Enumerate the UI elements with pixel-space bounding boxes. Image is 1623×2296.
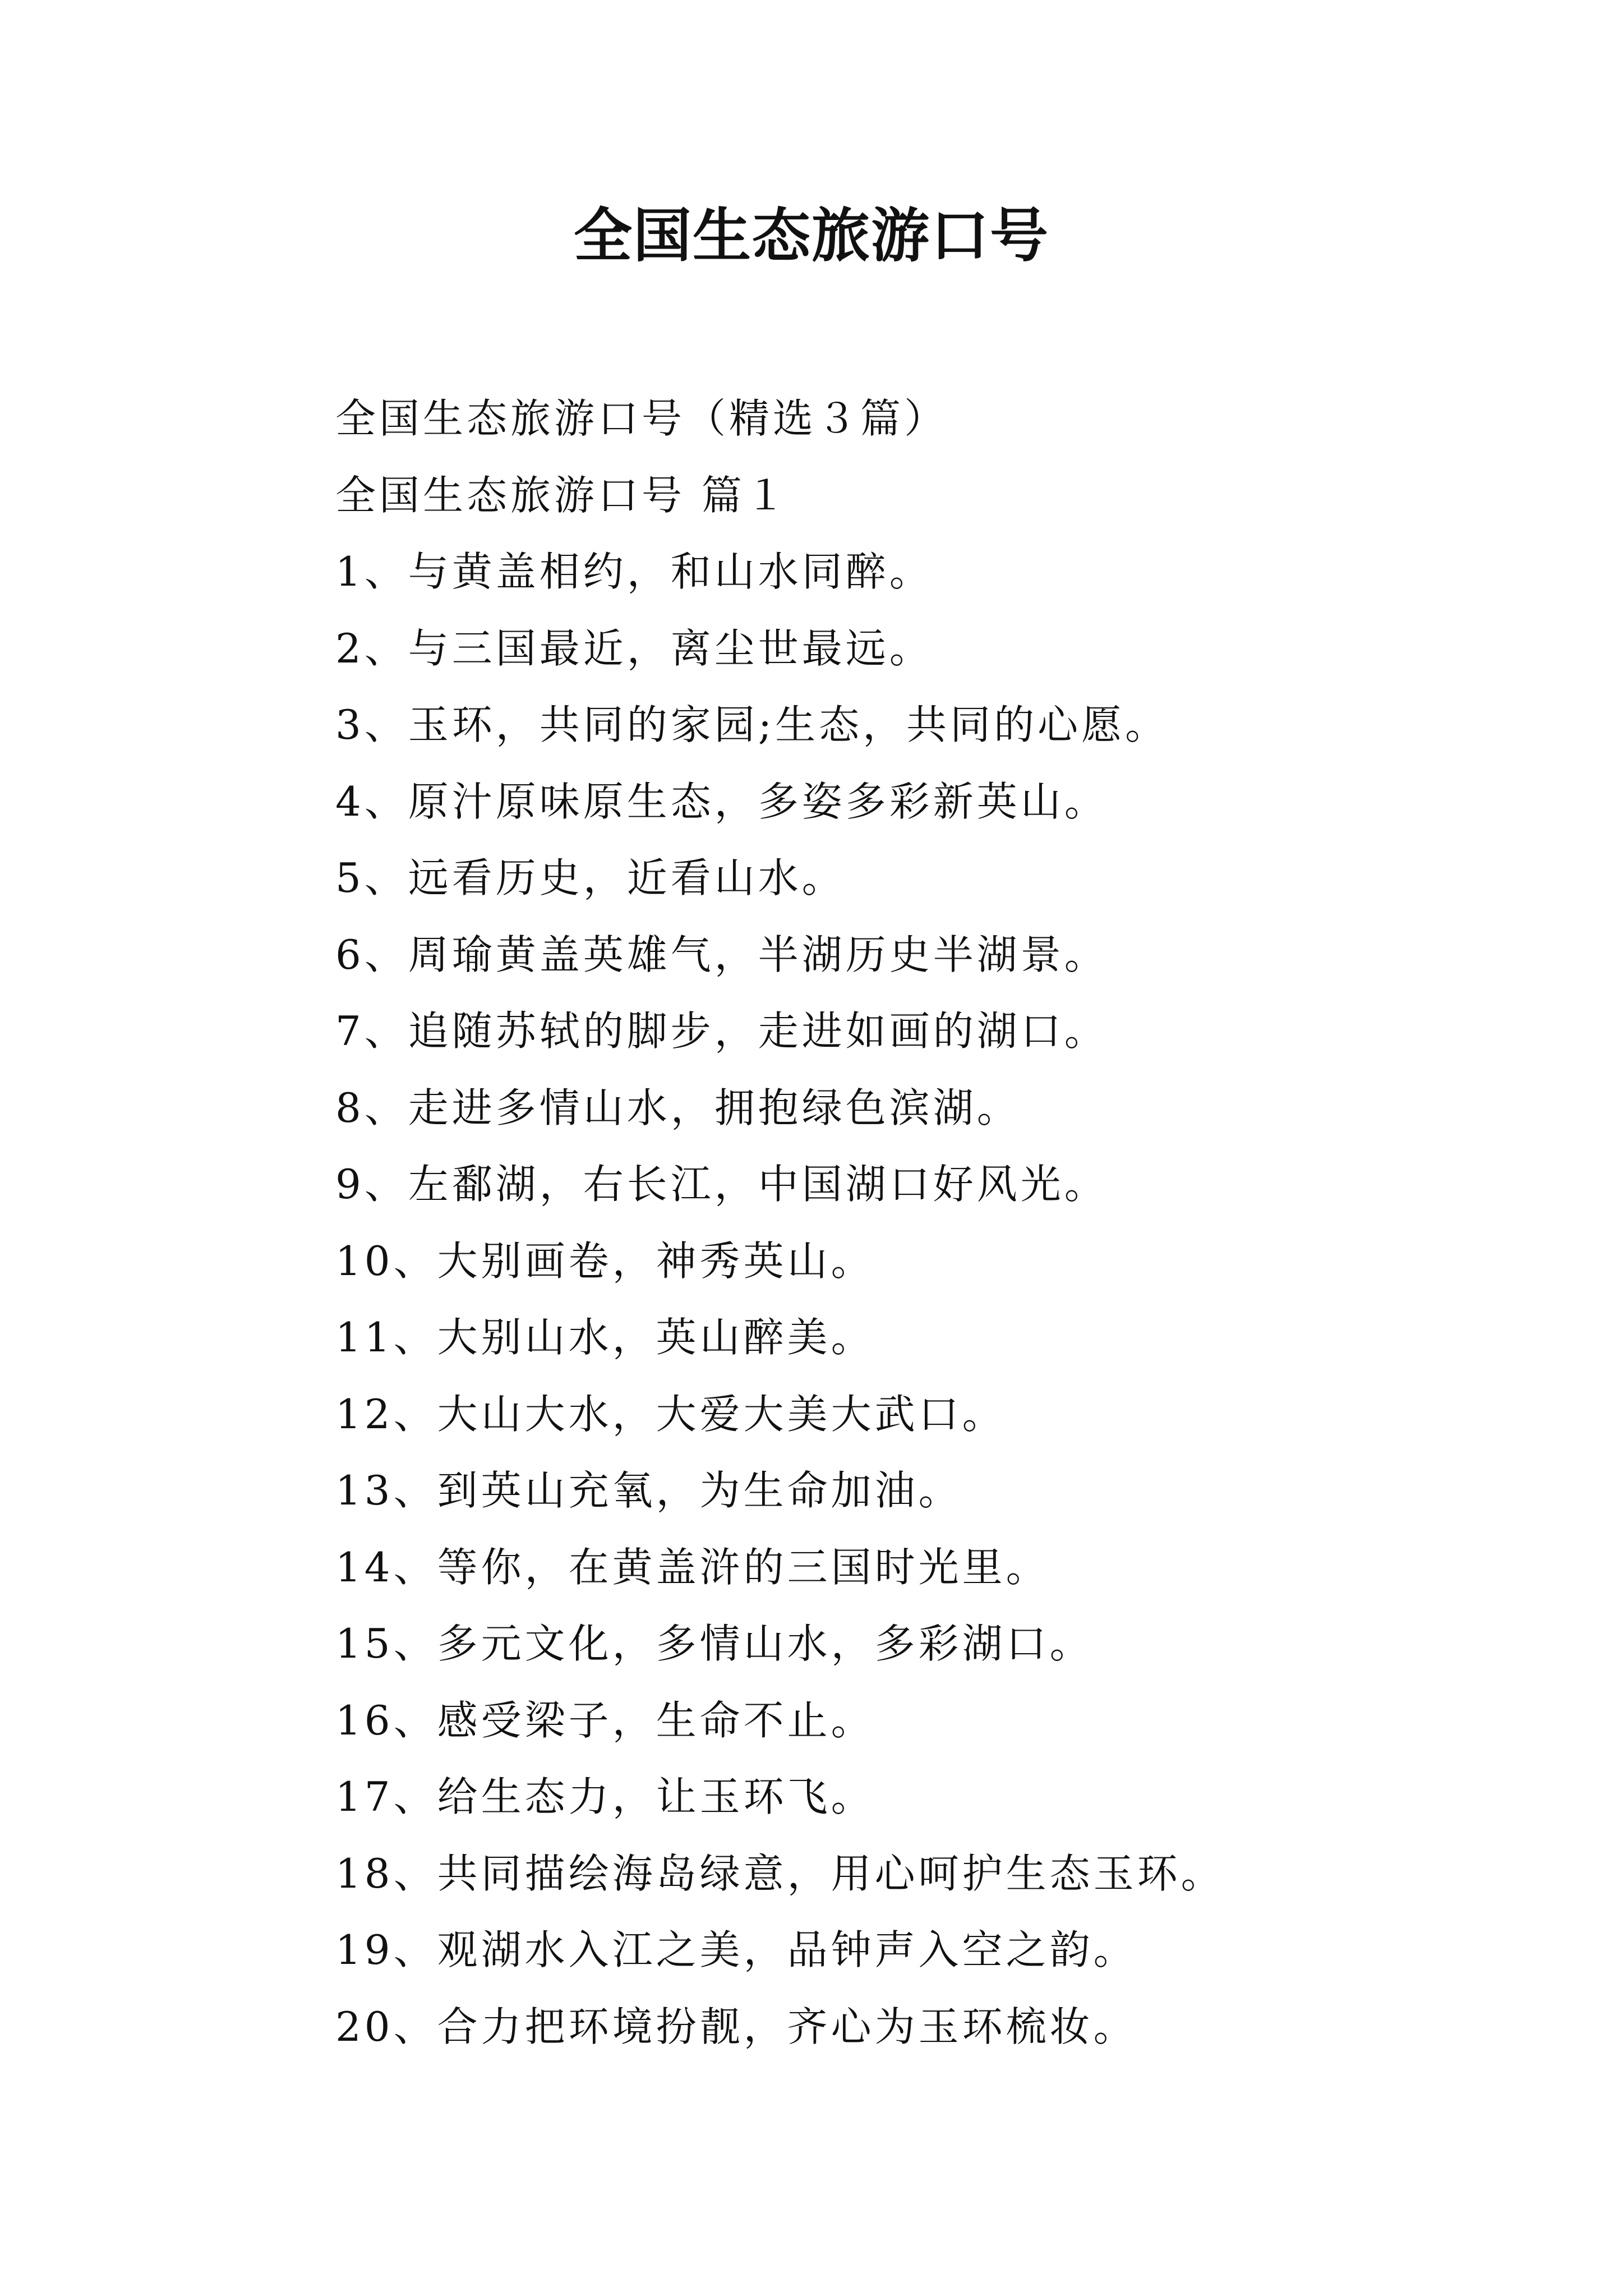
list-item: 12、大山大水，大爱大美大武口。 [335, 1390, 1006, 1438]
list-item: 17、给生态力，让玉环飞。 [335, 1773, 875, 1820]
list-item: 1、与黄盖相约，和山水同醉。 [335, 548, 933, 595]
slogan-list [335, 533, 1513, 2065]
list-item: 19、观湖水入江之美，品钟声入空之韵。 [335, 1926, 1137, 1973]
list-item: 5、远看历史，近看山水。 [335, 854, 846, 901]
list-item: 9、左鄱湖，右长江，中国湖口好风光。 [335, 1161, 1108, 1208]
document-subtitle: 全国生态旅游口号（精选３篇） [335, 395, 948, 442]
list-item: 6、周瑜黄盖英雄气，半湖历史半湖景。 [335, 931, 1108, 978]
list-item: 15、多元文化，多情山水，多彩湖口。 [335, 1620, 1094, 1667]
section-heading: 全国生态旅游口号 篇１ [335, 471, 789, 519]
list-item: 13、到英山充氧，为生命加油。 [335, 1467, 962, 1514]
list-item: 10、大别画卷，神秀英山。 [335, 1237, 875, 1285]
document-body [335, 380, 1513, 2065]
list-item: 4、原汁原味原生态，多姿多彩新英山。 [335, 777, 1108, 825]
list-item: 8、走进多情山水，拥抱绿色滨湖。 [335, 1084, 1021, 1131]
list-item: 18、共同描绘海岛绿意，用心呵护生态玉环。 [335, 1849, 1225, 1897]
list-item: 7、追随苏轼的脚步，走进如画的湖口。 [335, 1007, 1108, 1055]
document-title: 全国生态旅游口号 [573, 201, 1049, 270]
list-item: 20、合力把环境扮靓，齐心为玉环梳妆。 [335, 2003, 1137, 2050]
list-item: 16、感受梁子，生命不止。 [335, 1696, 875, 1744]
list-item: 2、与三国最近，离尘世最远。 [335, 624, 933, 672]
list-item: 3、玉环，共同的家园;生态，共同的心愿。 [335, 701, 1169, 748]
list-item: 14、等你，在黄盖浒的三国时光里。 [335, 1543, 1050, 1591]
list-item: 11、大别山水，英山醉美。 [335, 1314, 875, 1361]
